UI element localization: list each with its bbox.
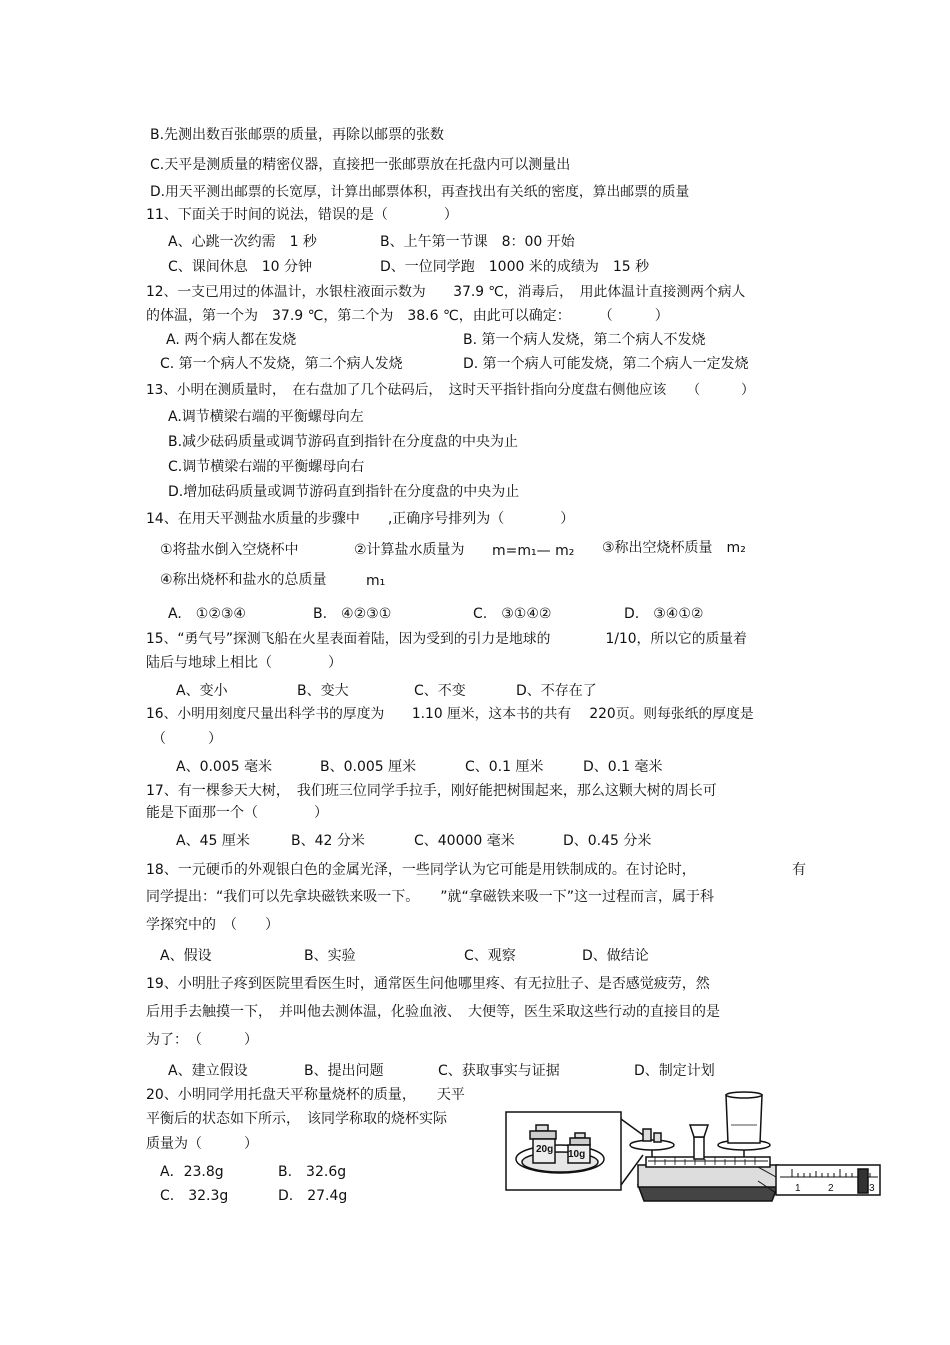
question-12-line2: 的体温，第一个为 37.9 ℃，第二个为 38.6 ℃，由此可以确定： （ ） [146, 308, 669, 324]
question-14: 14、在用天平测盐水质量的步骤中 ,正确序号排列为（ ） [146, 511, 575, 527]
weight-10g-label: 10g [568, 1149, 586, 1160]
q17-option-c: C、40000 毫米 [414, 833, 515, 849]
q13-option-c: C.调节横梁右端的平衡螺母向右 [168, 459, 365, 475]
question-19-line3: 为了： （ ） [146, 1032, 258, 1048]
q17-option-b: B、42 分米 [291, 833, 365, 849]
q15-option-c: C、不变 [414, 683, 466, 699]
question-16-line2: （ ） [152, 731, 222, 747]
q14-step-1: ①将盐水倒入空烧杯中 [160, 542, 299, 558]
balance-body [630, 1092, 778, 1201]
question-19-line1: 19、小明肚子疼到医院里看医生时，通常医生问他哪里疼、有无拉肚子、是否感觉疲劳，然 [146, 976, 710, 992]
q17-option-d: D、0.45 分米 [563, 833, 652, 849]
q14-option-d: D. ③④①② [624, 606, 704, 622]
scale-label-2: 2 [828, 1183, 834, 1194]
q16-option-a: A、0.005 毫米 [176, 759, 273, 775]
question-17-line2: 能是下面那一个（ ） [146, 805, 328, 821]
option-b-q10: B.先测出数百张邮票的质量，再除以邮票的张数 [150, 127, 445, 143]
q19-option-b: B、提出问题 [304, 1063, 384, 1079]
question-20-line1: 20、小明同学用托盘天平称量烧杯的质量， 天平 [146, 1087, 465, 1103]
q11-option-a: A、心跳一次约需 1 秒 [168, 234, 317, 250]
option-d-q10: D.用天平测出邮票的长宽厚，计算出邮票体积，再查找出有关纸的密度，算出邮票的质量 [150, 184, 690, 200]
q17-option-a: A、45 厘米 [176, 833, 250, 849]
question-20-line3: 质量为（ ） [146, 1136, 258, 1152]
question-18-line1-end: 有 [792, 862, 806, 878]
q20-option-d: D. 27.4g [278, 1188, 348, 1204]
q11-option-d: D、一位同学跑 1000 米的成绩为 15 秒 [380, 259, 650, 275]
q18-option-c: C、观察 [464, 948, 516, 964]
q18-option-a: A、假设 [160, 948, 212, 964]
question-15-line2: 陆后与地球上相比（ ） [146, 655, 342, 671]
q14-step-2-formula: m=m₁— m₂ [492, 543, 575, 559]
question-20-line2: 平衡后的状态如下所示， 该同学称取的烧杯实际 [146, 1111, 447, 1127]
q13-option-b: B.减少砝码质量或调节游码直到指针在分度盘的中央为止 [168, 434, 519, 450]
q19-option-c: C、获取事实与证据 [438, 1063, 560, 1079]
q12-option-c: C. 第一个病人不发烧，第二个病人发烧 [160, 356, 403, 372]
scale-label-3: 3 [869, 1183, 875, 1194]
question-19-line2: 后用手去触摸一下， 并叫他去测体温，化验血液、 大便等，医生采取这些行动的直接目的是 [146, 1004, 720, 1020]
question-11: 11、下面关于时间的说法，错误的是（ ） [146, 207, 458, 223]
option-c-q10: C.天平是测质量的精密仪器，直接把一张邮票放在托盘内可以测量出 [150, 157, 571, 173]
question-15-line1: 15、“勇气号”探测飞船在火星表面着陆，因为受到的引力是地球的 1/10，所以它的质量着 [146, 631, 747, 647]
q13-option-a: A.调节横梁右端的平衡螺母向左 [168, 409, 364, 425]
q12-option-b: B. 第一个病人发烧，第二个病人不发烧 [463, 332, 706, 348]
weight-20g-label: 20g [536, 1144, 554, 1155]
q18-option-b: B、实验 [304, 948, 356, 964]
q14-option-b: B. ④②③① [313, 606, 392, 622]
q12-option-a: A. 两个病人都在发烧 [166, 332, 297, 348]
q14-step-4: ④称出烧杯和盐水的总质量 [160, 572, 327, 588]
question-18-line1: 18、一元硬币的外观银白色的金属光泽，一些同学认为它可能是用铁制成的。在讨论时， [146, 862, 696, 878]
question-18-line2: 同学提出：“我们可以先拿块磁铁来吸一下。 ”就“拿磁铁来吸一下”这一过程而言，属于科 [146, 889, 715, 905]
question-17-line1: 17、有一棵参天大树， 我们班三位同学手拉手，刚好能把树围起来，那么这颗大树的周长可 [146, 783, 717, 799]
question-18-line3: 学探究中的 （ ） [146, 917, 279, 933]
q11-option-b: B、上午第一节课 8：00 开始 [380, 234, 575, 250]
q13-option-d: D.增加砝码质量或调节游码直到指针在分度盘的中央为止 [168, 484, 520, 500]
question-12-line1: 12、一支已用过的体温计，水银柱液面示数为 37.9 ℃，消毒后， 用此体温计直接测两个病人 [146, 284, 746, 300]
q14-step-2: ②计算盐水质量为 [354, 542, 465, 558]
q15-option-b: B、变大 [297, 683, 349, 699]
q18-option-d: D、做结论 [582, 948, 649, 964]
q20-option-a: A．23.8g [160, 1164, 224, 1180]
q14-step-3: ③称出空烧杯质量 m₂ [602, 540, 746, 556]
q14-step-4-symbol: m₁ [366, 573, 386, 589]
q14-option-a: A. ①②③④ [168, 606, 246, 622]
q20-option-c: C. 32.3g [160, 1188, 229, 1204]
q15-option-d: D、不存在了 [516, 683, 597, 699]
q19-option-d: D、制定计划 [634, 1063, 715, 1079]
q16-option-b: B、0.005 厘米 [320, 759, 417, 775]
question-16-line1: 16、小明用刻度尺量出科学书的厚度为 1.10 厘米，这本书的共有 220页。则每张纸的厚度是 [146, 706, 754, 722]
question-13: 13、小明在测质量时， 在右盘加了几个砝码后， 这时天平指针指向分度盘右侧他应该 （ ） [146, 382, 755, 398]
q14-option-c: C. ③①④② [473, 606, 552, 622]
scale-label-1: 1 [795, 1183, 801, 1194]
q16-option-d: D、0.1 毫米 [583, 759, 663, 775]
rider-marker [858, 1169, 868, 1193]
q12-option-d: D. 第一个病人可能发烧，第二个病人一定发烧 [463, 356, 749, 372]
balance-figure [500, 1085, 885, 1210]
q16-option-c: C、0.1 厘米 [465, 759, 544, 775]
q20-option-b: B. 32.6g [278, 1164, 347, 1180]
q11-option-c: C、课间休息 10 分钟 [168, 259, 313, 275]
q19-option-a: A、建立假设 [168, 1063, 248, 1079]
q15-option-a: A、变小 [176, 683, 228, 699]
